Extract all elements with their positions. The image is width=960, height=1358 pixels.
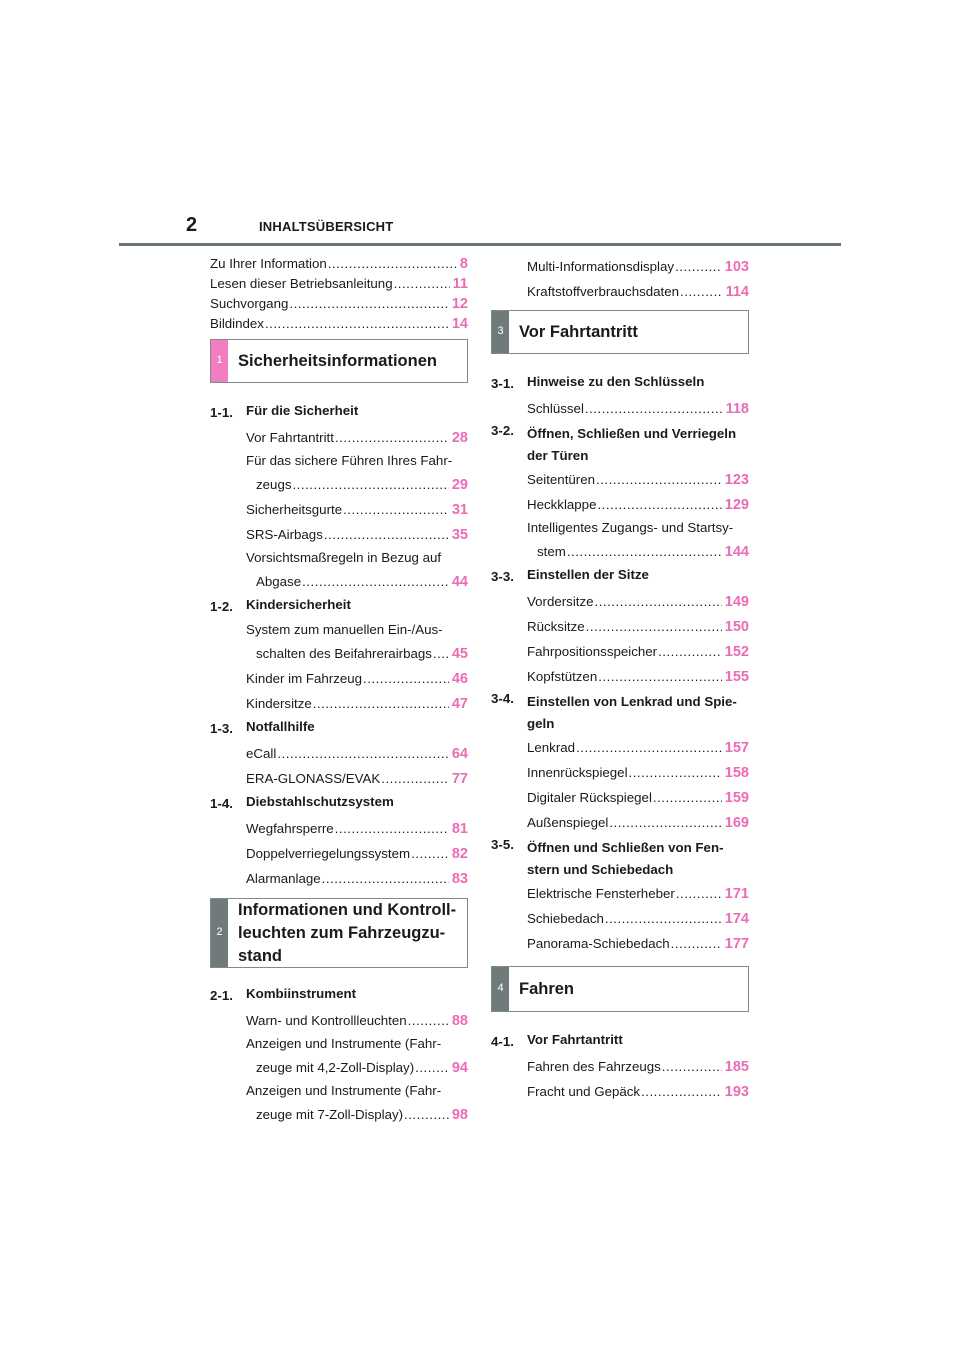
subsection-title[interactable]: Für die Sicherheit — [246, 403, 359, 418]
section-tab: 2 — [211, 899, 228, 967]
toc-entry[interactable]: Kindersitze ..... 47 — [246, 691, 468, 716]
section-4-header[interactable] — [491, 966, 749, 1012]
subsection-3-3: 3-3. Einstellen der Sitze Vordersitze ..... 149 Rücksitze ..... 150 Fahrpositionsspeicher ..... 152 Kopfstützen ..... 155 — [491, 564, 749, 689]
toc-entry[interactable]: Heckklappe ..... 129 — [527, 492, 749, 517]
subsection-title[interactable]: Einstellen von Lenkrad und Spie- geln — [527, 694, 737, 731]
subsection-title[interactable]: Einstellen der Sitze — [527, 567, 649, 582]
toc-entry[interactable]: Kopfstützen ..... 155 — [527, 664, 749, 689]
toc-entry[interactable]: Warn- und Kontrollleuchten ..... 88 — [246, 1008, 468, 1033]
toc-entry[interactable]: Kinder im Fahrzeug ..... 46 — [246, 666, 468, 691]
toc-entry[interactable]: Panorama-Schiebedach ..... 177 — [527, 931, 749, 956]
intro-list — [210, 254, 468, 334]
toc-entry[interactable]: Alarmanlage ..... 83 — [246, 866, 468, 891]
entry-label: Suchvorgang — [210, 296, 289, 311]
subsection-1-2: 1-2. Kindersicherheit System zum manuellen Ein-/Aus- schalten des Beifahrerairbags ..... 45 Kinder im Fahrzeug ..... 46 Kindersitze ..... 47 — [210, 594, 468, 716]
section-2-header[interactable] — [210, 898, 468, 968]
toc-entry[interactable]: Vor Fahrtantritt ..... 28 — [246, 425, 468, 450]
subsection-title[interactable]: Vor Fahrtantritt — [527, 1032, 623, 1047]
section-tab: 4 — [492, 967, 509, 1011]
subsection-1-1: 1-1. Für die Sicherheit Vor Fahrtantritt ..... 28 Für das sichere Führen Ihres Fahr- zeugs ..... 29 Sicherheitsgurte ..... 31 SRS-Airbags ..... 35 Vorsichtsmaßregeln in Bezug auf Abgase ..... 44 — [210, 400, 468, 594]
subsection-title[interactable]: Öffnen, Schließen und Verriegeln der Türen — [527, 426, 737, 463]
subsection-title[interactable]: Öffnen und Schließen von Fen- stern und Schiebedach — [527, 840, 724, 877]
toc-entry[interactable]: Lenkrad ..... 157 — [527, 735, 749, 760]
section-title: Informationen und Kontroll- leuchten zum Fahrzeugzu- stand — [238, 900, 457, 965]
toc-entry[interactable]: Elektrische Fensterheber ..... 171 — [527, 881, 749, 906]
entry-page: 12 — [451, 296, 468, 312]
toc-entry[interactable] — [210, 274, 468, 294]
toc-entry[interactable]: Doppelverriegelungssystem ..... 82 — [246, 841, 468, 866]
toc-entry[interactable]: Fahren des Fahrzeugs ..... 185 — [527, 1054, 749, 1079]
toc-entry[interactable]: Seitentüren ..... 123 — [527, 467, 749, 492]
section-title: Fahren — [519, 979, 575, 998]
section-title: Vor Fahrtantritt — [519, 322, 638, 341]
section-tab: 1 — [211, 340, 228, 382]
toc-entry[interactable] — [210, 254, 468, 274]
section-title: Sicherheitsinformationen — [238, 351, 437, 370]
entry-label: Bildindex — [210, 316, 264, 331]
toc-entry[interactable]: Wegfahrsperre ..... 81 — [246, 816, 468, 841]
toc-entry[interactable]: Multi-Informationsdisplay ..... 103 — [527, 254, 749, 279]
entry-label: Zu Ihrer Information — [210, 256, 327, 271]
entry-label: Lesen dieser Betriebsanleitung — [210, 276, 393, 291]
toc-entry[interactable]: Fahrpositionsspeicher ..... 152 — [527, 639, 749, 664]
toc-entry[interactable]: Außenspiegel ..... 169 — [527, 810, 749, 835]
entry-page: 11 — [452, 276, 468, 292]
toc-entry[interactable]: Vordersitze ..... 149 — [527, 589, 749, 614]
toc-entry[interactable] — [210, 294, 468, 314]
subsection-title[interactable]: Kombiinstrument — [246, 986, 357, 1001]
subsection-3-2: 3-2. Öffnen, Schließen und Verriegeln der Türen Seitentüren ..... 123 Heckklappe ..... 129 Intelligentes Zugangs- und Startsy- stem ..... 144 — [491, 421, 749, 564]
section-3-header[interactable] — [491, 310, 749, 354]
toc-entry[interactable]: Schlüssel ..... 118 — [527, 396, 749, 421]
toc-entry[interactable]: Sicherheitsgurte ..... 31 — [246, 497, 468, 522]
toc-entry[interactable]: Fracht und Gepäck ..... 193 — [527, 1079, 749, 1104]
toc-left-column — [210, 254, 468, 1127]
section-tab: 3 — [492, 311, 509, 353]
toc-entry[interactable]: Abgase ..... 44 — [246, 569, 468, 594]
page-number: 2 — [186, 214, 198, 236]
subsection-4-1: 4-1. Vor Fahrtantritt Fahren des Fahrzeugs ..... 185 Fracht und Gepäck ..... 193 — [491, 1029, 749, 1104]
toc-entry[interactable]: stem ..... 144 — [527, 539, 749, 564]
subsection-3-1: 3-1. Hinweise zu den Schlüsseln Schlüssel ..... 118 — [491, 371, 749, 421]
toc-entry[interactable]: eCall ..... 64 — [246, 741, 468, 766]
entry-page: 14 — [451, 316, 468, 332]
toc-entry[interactable]: Rücksitze ..... 150 — [527, 614, 749, 639]
entry-page: 8 — [459, 256, 468, 272]
toc-entry[interactable]: Kraftstoffverbrauchsdaten ..... 114 — [527, 279, 749, 304]
toc-entry[interactable]: Innenrückspiegel ..... 158 — [527, 760, 749, 785]
toc-entry[interactable]: schalten des Beifahrerairbags ..... 45 — [246, 641, 468, 666]
section-1-header[interactable] — [210, 339, 468, 383]
subsection-1-3: 1-3. Notfallhilfe eCall ..... 64 ERA-GLONASS/EVAK ..... 77 — [210, 716, 468, 791]
toc-right-column — [491, 254, 749, 1104]
page-header-title: INHALTSÜBERSICHT — [259, 219, 394, 234]
subsection-3-4: 3-4. Einstellen von Lenkrad und Spie- geln Lenkrad ..... 157 Innenrückspiegel ..... 158 Digitaler Rückspiegel ..... 159 Außenspiegel ..... 169 — [491, 689, 749, 835]
header-divider — [119, 243, 841, 246]
toc-entry[interactable]: zeuge mit 7-Zoll-Display) ..... 98 — [246, 1102, 468, 1127]
subsection-3-5: 3-5. Öffnen und Schließen von Fen- stern und Schiebedach Elektrische Fensterheber ..... 171 Schiebedach ..... 174 Panorama-Schiebedach ..... 177 — [491, 835, 749, 956]
toc-entry[interactable]: zeugs ..... 29 — [246, 472, 468, 497]
toc-entry[interactable]: Schiebedach ..... 174 — [527, 906, 749, 931]
subsection-title[interactable]: Kindersicherheit — [246, 597, 351, 612]
toc-entry[interactable]: ERA-GLONASS/EVAK ..... 77 — [246, 766, 468, 791]
toc-entry[interactable]: zeuge mit 4,2-Zoll-Display) ..... 94 — [246, 1055, 468, 1080]
subsection-title[interactable]: Diebstahlschutzsystem — [246, 794, 394, 809]
subsection-title[interactable]: Hinweise zu den Schlüsseln — [527, 374, 705, 389]
toc-entry[interactable] — [210, 314, 468, 334]
subsection-1-4: 1-4. Diebstahlschutzsystem Wegfahrsperre ..... 81 Doppelverriegelungssystem ..... 82 Alarmanlage ..... 83 — [210, 791, 468, 891]
subsection-title[interactable]: Notfallhilfe — [246, 719, 315, 734]
toc-entry[interactable]: Digitaler Rückspiegel ..... 159 — [527, 785, 749, 810]
toc-entry[interactable]: SRS-Airbags ..... 35 — [246, 522, 468, 547]
subsection-2-1: 2-1. Kombiinstrument Warn- und Kontrollleuchten ..... 88 Anzeigen und Instrumente (Fahr- zeuge mit 4,2-Zoll-Display) ..... 94 Anzeigen und Instrumente (Fahr- zeuge mit 7-Zoll-Display) ..... 98 — [210, 983, 468, 1127]
